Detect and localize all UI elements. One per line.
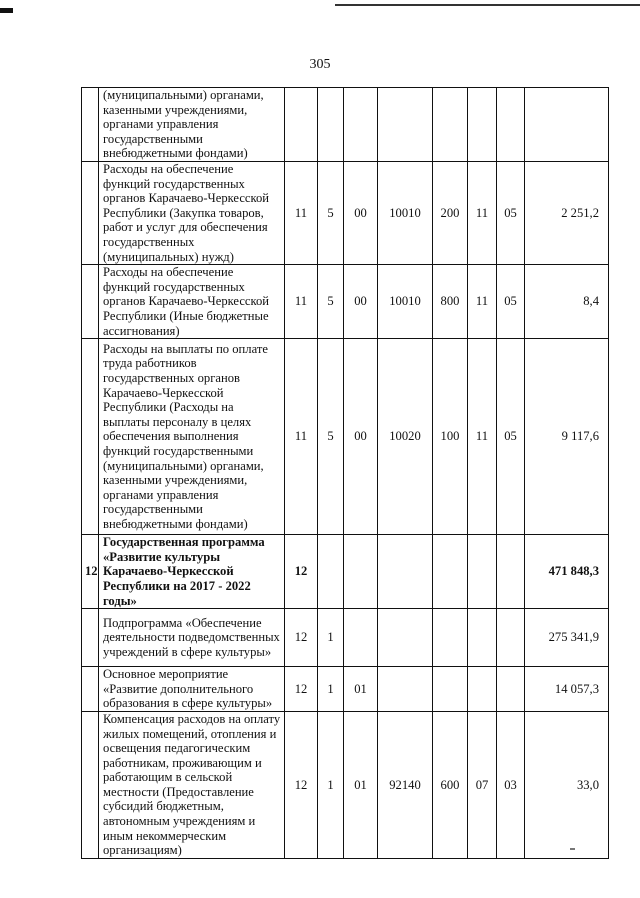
code-program: 11 [285, 339, 318, 535]
code-event: 00 [344, 162, 378, 265]
code-subsection [497, 88, 525, 162]
row-description: Государственная программа «Развитие культуры Карачаево-Черкесской Республики на 2017 - 2022 годы» [99, 535, 285, 609]
code-program [285, 88, 318, 162]
code-subprogram: 5 [318, 162, 344, 265]
code-subprogram: 5 [318, 339, 344, 535]
table-row [82, 711, 609, 858]
code-subprogram: 1 [318, 667, 344, 712]
row-number [82, 667, 99, 712]
row-amount [525, 88, 609, 162]
code-section [468, 88, 497, 162]
row-amount: 9 117,6 [525, 339, 609, 535]
row-description: Основное мероприятие «Развитие дополнительного образования в сфере культуры» [99, 667, 285, 712]
table-row [82, 535, 609, 609]
page-number: 305 [309, 57, 331, 72]
code-expense-type: 200 [433, 162, 468, 265]
table-row [82, 339, 609, 535]
table-row [82, 88, 609, 162]
code-subprogram [318, 88, 344, 162]
code-expense-type [433, 535, 468, 609]
code-subsection [497, 535, 525, 609]
row-description: Расходы на обеспечение функций государственных органов Карачаево-Черкесской Республики (Закупка товаров, работ и услуг для обеспечения государственных (муниципальных) нужд) [99, 162, 285, 265]
code-section: 11 [468, 265, 497, 339]
code-program: 12 [285, 711, 318, 858]
row-amount: 471 848,3 [525, 535, 609, 609]
code-event: 00 [344, 265, 378, 339]
row-amount: 275 341,9 [525, 609, 609, 667]
row-number [82, 609, 99, 667]
code-direction [378, 88, 433, 162]
code-section: 07 [468, 711, 497, 858]
row-description: Компенсация расходов на оплату жилых помещений, отопления и освещения педагогическим работникам, проживающим и работающим в сельской местности (Предоставление субсидий бюджетным, автономным учреждениям и иным некоммерческим организациям) [99, 711, 285, 858]
row-amount: 8,4 [525, 265, 609, 339]
code-subsection: 05 [497, 162, 525, 265]
row-amount: 33,0 [525, 711, 609, 858]
budget-table [81, 87, 609, 859]
table-row [82, 162, 609, 265]
code-direction [378, 609, 433, 667]
code-direction [378, 667, 433, 712]
code-subsection [497, 667, 525, 712]
row-description: (муниципальными) органами, казенными учреждениями, органами управления государственными внебюджетными фондами) [99, 88, 285, 162]
code-section [468, 667, 497, 712]
code-expense-type [433, 667, 468, 712]
code-section: 11 [468, 162, 497, 265]
code-direction: 10010 [378, 265, 433, 339]
row-description: Расходы на выплаты по оплате труда работников государственных органов Карачаево-Черкесской Республики (Расходы на выплаты персоналу в целях обеспечения выполнения функций государственными (муниципальными) органами, казенными учреждениями, органами управления государственными внебюджетными фондами) [99, 339, 285, 535]
code-expense-type: 600 [433, 711, 468, 858]
code-program: 12 [285, 667, 318, 712]
code-event: 00 [344, 339, 378, 535]
code-event: 01 [344, 711, 378, 858]
code-expense-type [433, 609, 468, 667]
code-subsection: 05 [497, 265, 525, 339]
code-event [344, 609, 378, 667]
code-expense-type: 800 [433, 265, 468, 339]
scan-top-line [335, 4, 640, 6]
row-number [82, 265, 99, 339]
row-description: Расходы на обеспечение функций государственных органов Карачаево-Черкесской Республики (Иные бюджетные ассигнования) [99, 265, 285, 339]
table-row [82, 609, 609, 667]
row-amount: 2 251,2 [525, 162, 609, 265]
code-subsection: 05 [497, 339, 525, 535]
row-number [82, 339, 99, 535]
code-section [468, 609, 497, 667]
code-expense-type: 100 [433, 339, 468, 535]
row-description: Подпрограмма «Обеспечение деятельности подведомственных учреждений в сфере культуры» [99, 609, 285, 667]
row-amount: 14 057,3 [525, 667, 609, 712]
code-section [468, 535, 497, 609]
code-expense-type [433, 88, 468, 162]
table-row [82, 667, 609, 712]
code-direction: 92140 [378, 711, 433, 858]
code-direction: 10010 [378, 162, 433, 265]
code-subsection: 03 [497, 711, 525, 858]
code-event [344, 535, 378, 609]
pen-mark [570, 848, 575, 850]
code-event [344, 88, 378, 162]
table-row [82, 265, 609, 339]
code-subsection [497, 609, 525, 667]
code-program: 11 [285, 265, 318, 339]
code-subprogram [318, 535, 344, 609]
code-event: 01 [344, 667, 378, 712]
scan-edge-mark [0, 8, 13, 13]
code-subprogram: 5 [318, 265, 344, 339]
code-subprogram: 1 [318, 609, 344, 667]
code-program: 12 [285, 535, 318, 609]
code-direction: 10020 [378, 339, 433, 535]
code-direction [378, 535, 433, 609]
row-number: 12 [82, 535, 99, 609]
code-program: 11 [285, 162, 318, 265]
row-number [82, 88, 99, 162]
code-program: 12 [285, 609, 318, 667]
row-number [82, 711, 99, 858]
code-section: 11 [468, 339, 497, 535]
code-subprogram: 1 [318, 711, 344, 858]
row-number [82, 162, 99, 265]
